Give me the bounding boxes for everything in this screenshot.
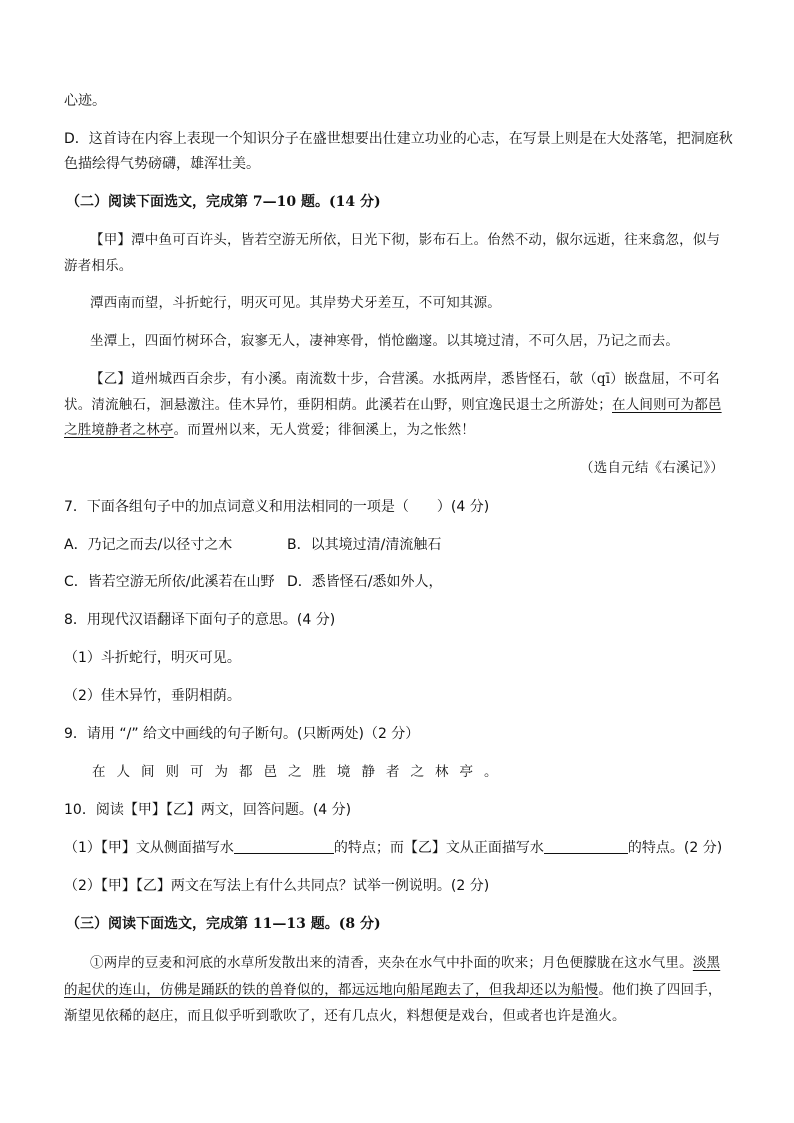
question-9-sentence: 在人间则可为都邑之胜境静者之林亭。	[92, 764, 509, 780]
passage-jia-p1-line2: 游者相乐。	[64, 258, 133, 274]
passage-3-underline-start: 淡黑	[692, 955, 721, 971]
passage-3-line1	[90, 953, 720, 973]
question-8-item-1: （1）斗折蛇行，明灭可见。	[64, 650, 241, 666]
passage-jia-p1-line1: 【甲】潭中鱼可百许头，皆若空游无所依，日光下彻，影布石上。佁然不动，俶尔远逝，往来翕忽，似与	[90, 232, 721, 248]
question-10-item-1	[64, 838, 722, 858]
question-10-item-1-text-c: 的特点。(2 分)	[627, 840, 723, 856]
passage-source: （选自元结《右溪记》）	[580, 460, 724, 476]
answer-blank-2[interactable]	[544, 838, 628, 854]
question-7-option-d: D．悉皆怪石/悉如外人，	[287, 574, 443, 590]
underlined-sentence-part1: 在人间则可为都邑	[612, 397, 722, 413]
passage-yi-line1: 【乙】道州城西百余步，有小溪。南流数十步，合营溪。水抵两岸，悉皆怪石，欹（qī）嵌盘屈，不可名	[90, 371, 720, 387]
passage-jia-p2: 潭西南而望，斗折蛇行，明灭可见。其岸势犬牙差互，不可知其源。	[90, 295, 501, 311]
question-10-item-1-text-b: 的特点；而【乙】文从正面描写水	[333, 840, 544, 856]
question-7-option-c: C．皆若空游无所依/此溪若在山野	[64, 574, 275, 590]
passage-3-line1-text: ①两岸的豆麦和河底的水草所发散出来的清香，夹杂在水气中扑面的吹来；月色便朦胧在这水气里。	[90, 955, 693, 971]
question-7-option-a: A．乃记之而去/以径寸之木	[64, 537, 233, 553]
question-7-option-b: B．以其境过清/清流触石	[287, 537, 442, 553]
option-d-line2: 色描绘得气势磅礴，雄浑壮美。	[64, 156, 260, 172]
question-9-stem: 9．请用 “/” 给文中画线的句子断句。(只断两处)（2 分）	[64, 726, 420, 742]
passage-yi-line2	[64, 395, 722, 415]
question-10-item-2: （2）【甲】【乙】两文在写法上有什么共同点？试举一例说明。(2 分)	[64, 878, 490, 894]
option-d-line1: D．这首诗在内容上表现一个知识分子在盛世想要出仕建立功业的心志，在写景上则是在大处落笔，把洞庭秋	[64, 131, 733, 147]
section-3-heading: （三）阅读下面选文，完成第 11—13 题。(8 分)	[66, 916, 381, 932]
prev-answer-tail: 心迹。	[64, 93, 106, 109]
passage-yi-line3	[64, 420, 475, 440]
passage-3-line3: 渐望见依稀的赵庄，而且似乎听到歌吹了，还有几点火，料想便是戏台，但或者也许是渔火。	[64, 1008, 626, 1024]
question-8-item-2: （2）佳木异竹，垂阴相荫。	[64, 688, 241, 704]
question-10-item-1-text-a: （1）【甲】文从侧面描写水	[64, 840, 234, 856]
passage-jia-p3: 坐潭上，四面竹树环合，寂寥无人，凄神寒骨，悄怆幽邃。以其境过清，不可久居，乃记之而去。	[90, 333, 680, 349]
question-8-stem: 8．用现代汉语翻译下面句子的意思。(4 分)	[64, 612, 336, 628]
passage-yi-line3-text: 。而置州以来，无人赏爱；徘徊溪上，为之怅然！	[173, 422, 476, 438]
question-10-stem: 10．阅读【甲】【乙】两文，回答问题。(4 分)	[64, 802, 352, 818]
passage-3-underlined-sentence: 的起伏的连山，仿佛是踊跃的铁的兽脊似的，都远远地向船尾跑去了，但我却还以为船慢	[64, 982, 599, 998]
passage-3-line2-text: 。他们换了四回手，	[598, 982, 722, 998]
answer-blank-1[interactable]	[234, 838, 334, 854]
underlined-sentence-part2: 之胜境静者之林亭	[64, 422, 174, 438]
passage-3-line2	[64, 980, 722, 1000]
question-7-stem: 7．下面各组句子中的加点词意义和用法相同的一项是（ ）(4 分)	[64, 499, 490, 515]
section-2-heading: （二）阅读下面选文，完成第 7—10 题。(14 分)	[66, 194, 381, 210]
passage-yi-line2-text: 状。清流触石，洄悬激注。佳木异竹，垂阴相荫。此溪若在山野，则宜逸民退士之所游处；	[64, 397, 612, 413]
